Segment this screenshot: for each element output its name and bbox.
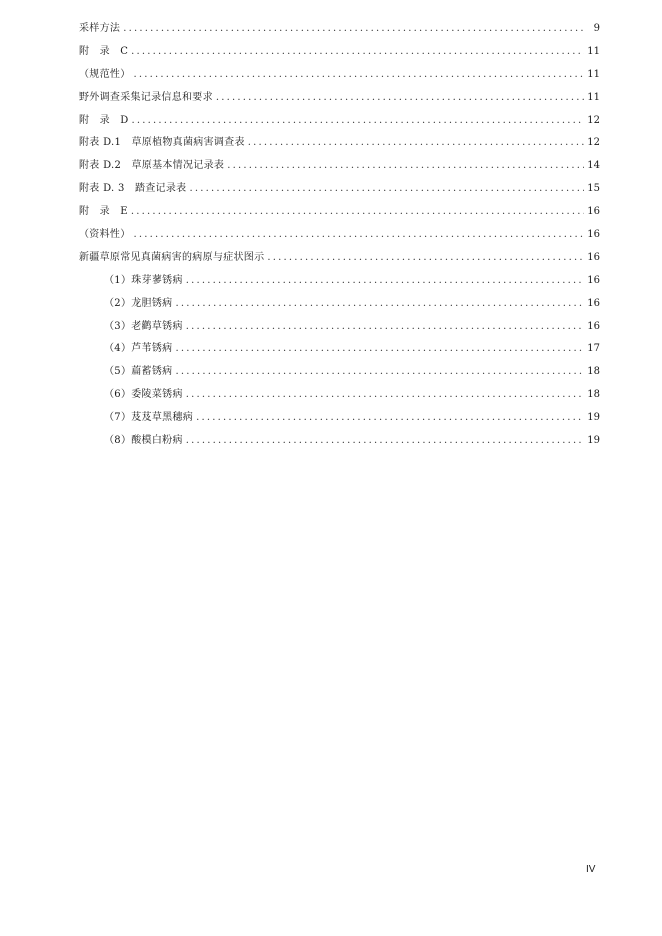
table-of-contents [79, 18, 600, 453]
toc-entry[interactable] [79, 64, 600, 87]
toc-entry-title: 附表 D.2 草原基本情况记录表 [79, 160, 225, 172]
toc-entry-title: 附表 D.1 草原植物真菌病害调查表 [79, 137, 245, 149]
toc-dot-leader [267, 247, 584, 270]
toc-entry-page: 12 [587, 114, 600, 126]
toc-entry-title: 新疆草原常见真菌病害的病原与症状图示 [79, 251, 265, 263]
toc-subentry[interactable] [79, 338, 600, 361]
toc-entry-page: 16 [587, 229, 600, 241]
toc-dot-leader [175, 361, 584, 384]
toc-entry[interactable] [79, 41, 600, 64]
toc-dot-leader [196, 407, 584, 430]
toc-subentry[interactable] [79, 430, 600, 453]
toc-subentry[interactable] [79, 270, 600, 293]
toc-entry[interactable] [79, 87, 600, 110]
toc-entry[interactable] [79, 201, 600, 224]
toc-entry-title: （资料性） [79, 229, 131, 241]
toc-entry[interactable] [79, 178, 600, 201]
toc-entry-title: 采样方法 [79, 23, 121, 34]
toc-dot-leader [186, 270, 585, 293]
toc-dot-leader [248, 132, 584, 155]
toc-entry-title: 附表 D. 3 踏查记录表 [79, 183, 187, 195]
toc-subentry[interactable] [79, 293, 600, 316]
toc-entry-title: （5）萹蓄锈病 [104, 366, 173, 378]
toc-entry[interactable] [79, 132, 600, 155]
toc-entry-title: （规范性） [79, 68, 131, 80]
toc-entry-page: 16 [587, 274, 600, 286]
toc-entry-page: 19 [587, 412, 600, 424]
toc-entry-page: 15 [587, 183, 600, 195]
toc-entry-page: 16 [587, 320, 600, 332]
toc-entry-page: 11 [587, 68, 600, 80]
toc-dot-leader [186, 384, 585, 407]
toc-entry-title: （1）珠芽蓼锈病 [104, 274, 183, 286]
toc-dot-leader [175, 293, 584, 316]
toc-subentry[interactable] [79, 384, 600, 407]
toc-entry-title: （8）酸模白粉病 [104, 435, 183, 447]
toc-entry-page: 16 [587, 251, 600, 263]
toc-entry-page: 16 [587, 297, 600, 309]
toc-entry-page: 18 [587, 389, 600, 401]
toc-entry-page: 19 [587, 435, 600, 447]
toc-entry-title: 附 录 C [79, 45, 129, 57]
toc-entry-title: （2）龙胆锈病 [104, 297, 173, 309]
toc-dot-leader [216, 87, 584, 110]
toc-entry-title: （6）委陵菜锈病 [104, 389, 183, 401]
toc-dot-leader [132, 110, 585, 133]
toc-dot-leader [123, 18, 585, 41]
toc-entry[interactable] [79, 155, 600, 178]
toc-entry[interactable] [79, 224, 600, 247]
toc-entry-title: （4）芦苇锈病 [104, 343, 173, 355]
toc-entry-title: 附 录 D [79, 114, 129, 126]
toc-entry-page: 14 [587, 160, 600, 172]
toc-entry-page: 11 [587, 45, 600, 57]
toc-dot-leader [186, 430, 585, 453]
toc-entry[interactable] [79, 18, 600, 41]
toc-subentry[interactable] [79, 316, 600, 339]
toc-entry[interactable] [79, 247, 600, 270]
toc-entry-title: 附 录 E [79, 206, 128, 218]
toc-entry-title: 野外调查采集记录信息和要求 [79, 91, 213, 103]
toc-dot-leader [131, 41, 584, 64]
toc-entry-page: 11 [587, 91, 600, 103]
toc-subentry[interactable] [79, 361, 600, 384]
toc-subentry[interactable] [79, 407, 600, 430]
toc-dot-leader [227, 155, 584, 178]
toc-dot-leader [186, 316, 585, 339]
toc-entry-page: 16 [587, 206, 600, 218]
toc-entry[interactable] [79, 110, 600, 133]
toc-dot-leader [134, 224, 585, 247]
toc-entry-page: 12 [587, 137, 600, 149]
toc-entry-page: 9 [593, 23, 600, 34]
toc-dot-leader [189, 178, 584, 201]
toc-entry-page: 17 [587, 343, 600, 355]
toc-dot-leader [175, 338, 584, 361]
page-number: IV [586, 864, 596, 875]
toc-entry-title: （3）老鹳草锈病 [104, 320, 183, 332]
toc-dot-leader [134, 64, 585, 87]
toc-dot-leader [131, 201, 584, 224]
toc-entry-title: （7）芨芨草黑穗病 [104, 412, 194, 424]
toc-entry-page: 18 [587, 366, 600, 378]
